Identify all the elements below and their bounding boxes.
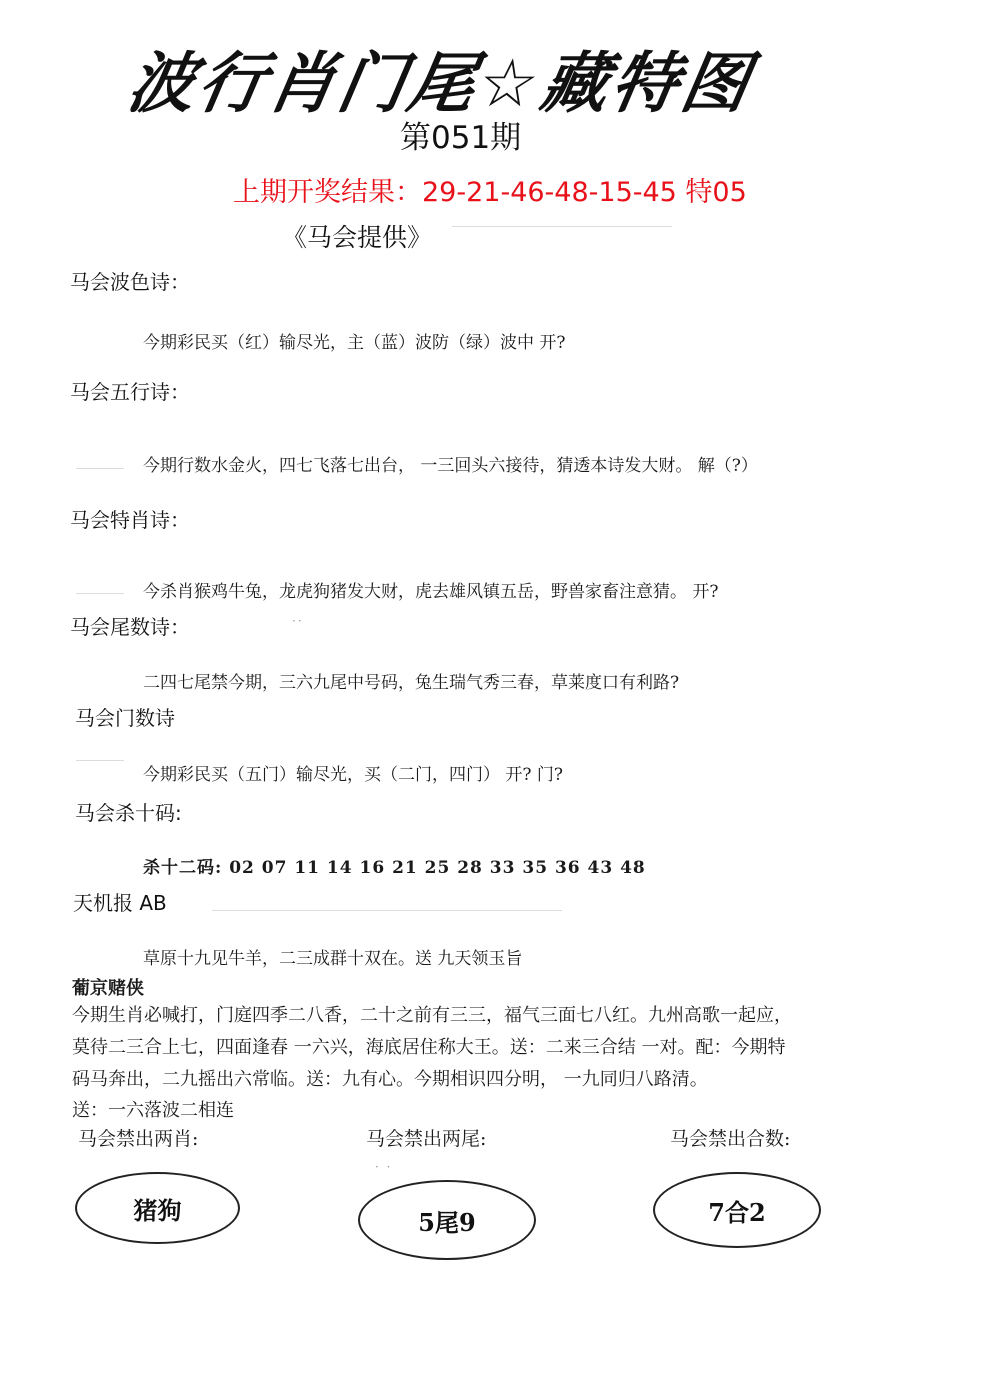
door-poem-heading: 马会门数诗: [75, 706, 175, 730]
zodiac-poem-text: 今杀肖猴鸡牛兔，龙虎狗猪发大财，虎去雄风镇五岳，野兽家畜注意猜。 开?: [143, 582, 719, 602]
page-title: 波行肖门尾☆藏特图: [122, 45, 759, 122]
element-poem-heading: 马会五行诗：: [70, 380, 190, 404]
forbid-tail-label: 马会禁出两尾:: [366, 1128, 487, 1150]
forbid-tail-value: 5尾9: [418, 1207, 476, 1237]
tail-poem-heading: 马会尾数诗：: [70, 615, 190, 639]
zodiac-poem-heading: 马会特肖诗：: [70, 508, 190, 532]
issue-number: 第051期: [400, 120, 522, 156]
kill-ten-heading: 马会杀十码:: [75, 801, 182, 825]
pujing-line: 莫待二三合上七，四面逢春 一六兴，海底居住称大王。送：二来三合结 一对。配：今期特: [72, 1037, 786, 1058]
wave-poem-heading: 马会波色诗：: [70, 270, 190, 294]
pujing-heading: 葡京赌侠: [72, 978, 144, 999]
wave-poem-text: 今期彩民买（红）输尽光，主（蓝）波防（绿）波中 开?: [143, 333, 566, 353]
last-result: 上期开奖结果：29-21-46-48-15-45 特05: [233, 177, 747, 208]
tail-poem-text: 二四七尾禁今期，三六九尾中号码，兔生瑞气秀三春，草莱度口有利路?: [143, 673, 680, 693]
forbid-sum-value: 7合2: [708, 1197, 766, 1227]
faint-rule: [452, 226, 672, 227]
faint-rule: [76, 760, 124, 761]
faint-rule: [76, 468, 124, 469]
kill-ten-text: 杀十二码: 02 07 11 14 16 21 25 28 33 35 36 43 48: [143, 858, 646, 878]
element-poem-text: 今期行数水金火，四七飞落七出台， 一三回头六接待，猜透本诗发大财。 解（?）: [143, 456, 758, 476]
pujing-line: 送：一六落波二相连: [72, 1100, 234, 1121]
forbid-tail-marks: · ·: [375, 1160, 393, 1174]
faint-rule: [76, 593, 124, 594]
forbid-zodiac-value: 猪狗: [133, 1195, 182, 1225]
tail-poem-marks: ··: [292, 614, 304, 628]
pujing-line: 今期生肖必喊打，门庭四季二八香，二十之前有三三，福气三面七八红。九州高歌一起应，: [72, 1005, 792, 1026]
forbid-zodiac-label: 马会禁出两肖:: [78, 1128, 199, 1150]
forbid-tail-oval: [358, 1180, 536, 1260]
tianji-text: 草原十九见牛羊，二三成群十双在。送 九天领玉旨: [143, 949, 523, 969]
provider-label: 《马会提供》: [282, 223, 433, 252]
forbid-sum-oval: [653, 1172, 821, 1248]
faint-rule: [212, 910, 562, 911]
forbid-sum-label: 马会禁出合数:: [670, 1128, 791, 1150]
forbid-zodiac-oval: [75, 1172, 240, 1244]
tianji-heading: 天机报 AB: [73, 891, 167, 915]
door-poem-text: 今期彩民买（五门）输尽光，买（二门，四门） 开? 门?: [143, 765, 564, 785]
pujing-line: 码马奔出，二九摇出六常临。送：九有心。今期相识四分明， 一九同归八路清。: [72, 1069, 708, 1090]
